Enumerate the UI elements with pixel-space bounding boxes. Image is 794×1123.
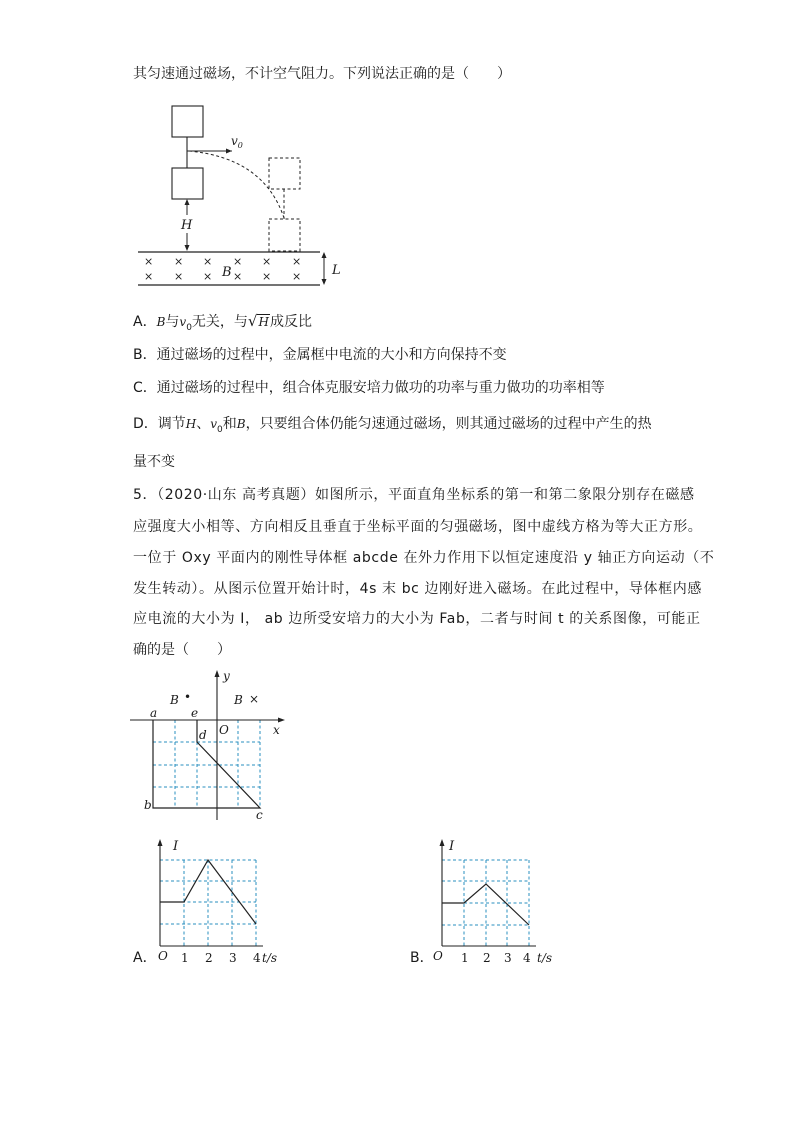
graph-a-tick-3: 3 [229,951,237,965]
graph-a-tick-1: 1 [181,951,189,965]
y-axis-label: y [223,669,230,683]
graph-b-origin: O [433,949,443,963]
svg-text:×: × [144,270,154,283]
svg-text:×: × [203,270,213,283]
q5-line-3: 一位于 Oxy 平面内的刚性导体框 abcde 在外力作用下以恒定速度沿 y 轴正方向运动（不 [133,550,715,566]
graph-a-tick-2: 2 [205,951,213,965]
graph-a-origin: O [158,949,168,963]
svg-text:×: × [174,270,184,283]
graph-b-option-label: B． [410,950,434,966]
graph-a-curve [160,860,256,924]
graph-a-grid [160,860,256,946]
q5-line-1: 5．（2020·山东 高考真题）如图所示，平面直角坐标系的第一和第二象限分别存在磁感 [133,487,695,503]
q4-figure [134,98,344,288]
graph-b-tick-4: 4 [523,951,531,965]
q5-line-5: 应电流的大小为 I， ab 边所受安培力的大小为 Fab，二者与时间 t 的关系图像，可能正 [133,611,701,627]
left-field-dot: • [184,690,192,704]
v0-label: $v_0$ [231,134,243,150]
svg-text:×: × [292,270,302,283]
svg-text:×: × [262,255,272,268]
graph-b-x-label: t/s [537,951,553,965]
svg-text:×: × [174,255,184,268]
upper-block [172,106,203,137]
lower-block [172,168,203,199]
field-label: B [222,265,232,280]
q5-line-6: 确的是（ ） [133,642,231,658]
svg-text:×: × [292,255,302,268]
option-b: B．通过磁场的过程中，金属框中电流的大小和方向保持不变 [133,347,507,363]
vertex-b: b [144,798,152,812]
option-d: D．调节H、$v_0$和B，只要组合体仍能匀速通过磁场，则其通过磁场的过程中产生的热 [133,416,652,435]
graph-b [411,836,586,971]
width-label: L [332,263,341,278]
sqrt-sign: √ [247,312,258,330]
graph-b-tick-2: 2 [483,951,491,965]
q5-line-2: 应强度大小相等、方向相反且垂直于坐标平面的匀强磁场，图中虚线方格为等大正方形。 [133,519,703,535]
q5-figure [130,668,300,828]
right-field-cross: × [249,692,260,706]
option-d-continued: 量不变 [133,454,175,470]
vertex-e: e [191,706,199,720]
q4-stem-tail: 其匀速通过磁场，不计空气阻力。下列说法正确的是（ ） [133,66,511,82]
graph-a-x-label: t/s [262,951,278,965]
svg-text:×: × [203,255,213,268]
origin-label: O [219,723,229,737]
graph-b-tick-3: 3 [504,951,512,965]
x-axis-label: x [273,723,280,737]
lower-block-ghost [269,219,300,251]
svg-text:×: × [144,255,154,268]
svg-text:×: × [262,270,272,283]
left-field-label: B [170,693,179,707]
vertex-c: c [256,808,263,822]
graph-a-y-label: I [173,839,179,854]
svg-text:×: × [233,255,243,268]
graph-b-y-label: I [449,839,455,854]
vertex-d: d [199,728,207,742]
option-c: C．通过磁场的过程中，组合体克服安培力做功的功率与重力做功的功率相等 [133,380,605,396]
upper-block-ghost [269,158,300,189]
graph-a-tick-4: 4 [253,951,261,965]
q5-line-4: 发生转动）。从图示位置开始计时，4s 末 bc 边刚好进入磁场。在此过程中，导体框内感 [133,581,702,597]
height-label: H [181,218,193,233]
svg-text:×: × [233,270,243,283]
vertex-a: a [150,706,158,720]
graph-a-option-label: A． [133,950,157,966]
right-field-label: B [234,693,243,707]
option-a: A．B与$v_0$无关，与√H成反比 [133,312,312,333]
graph-b-tick-1: 1 [461,951,469,965]
